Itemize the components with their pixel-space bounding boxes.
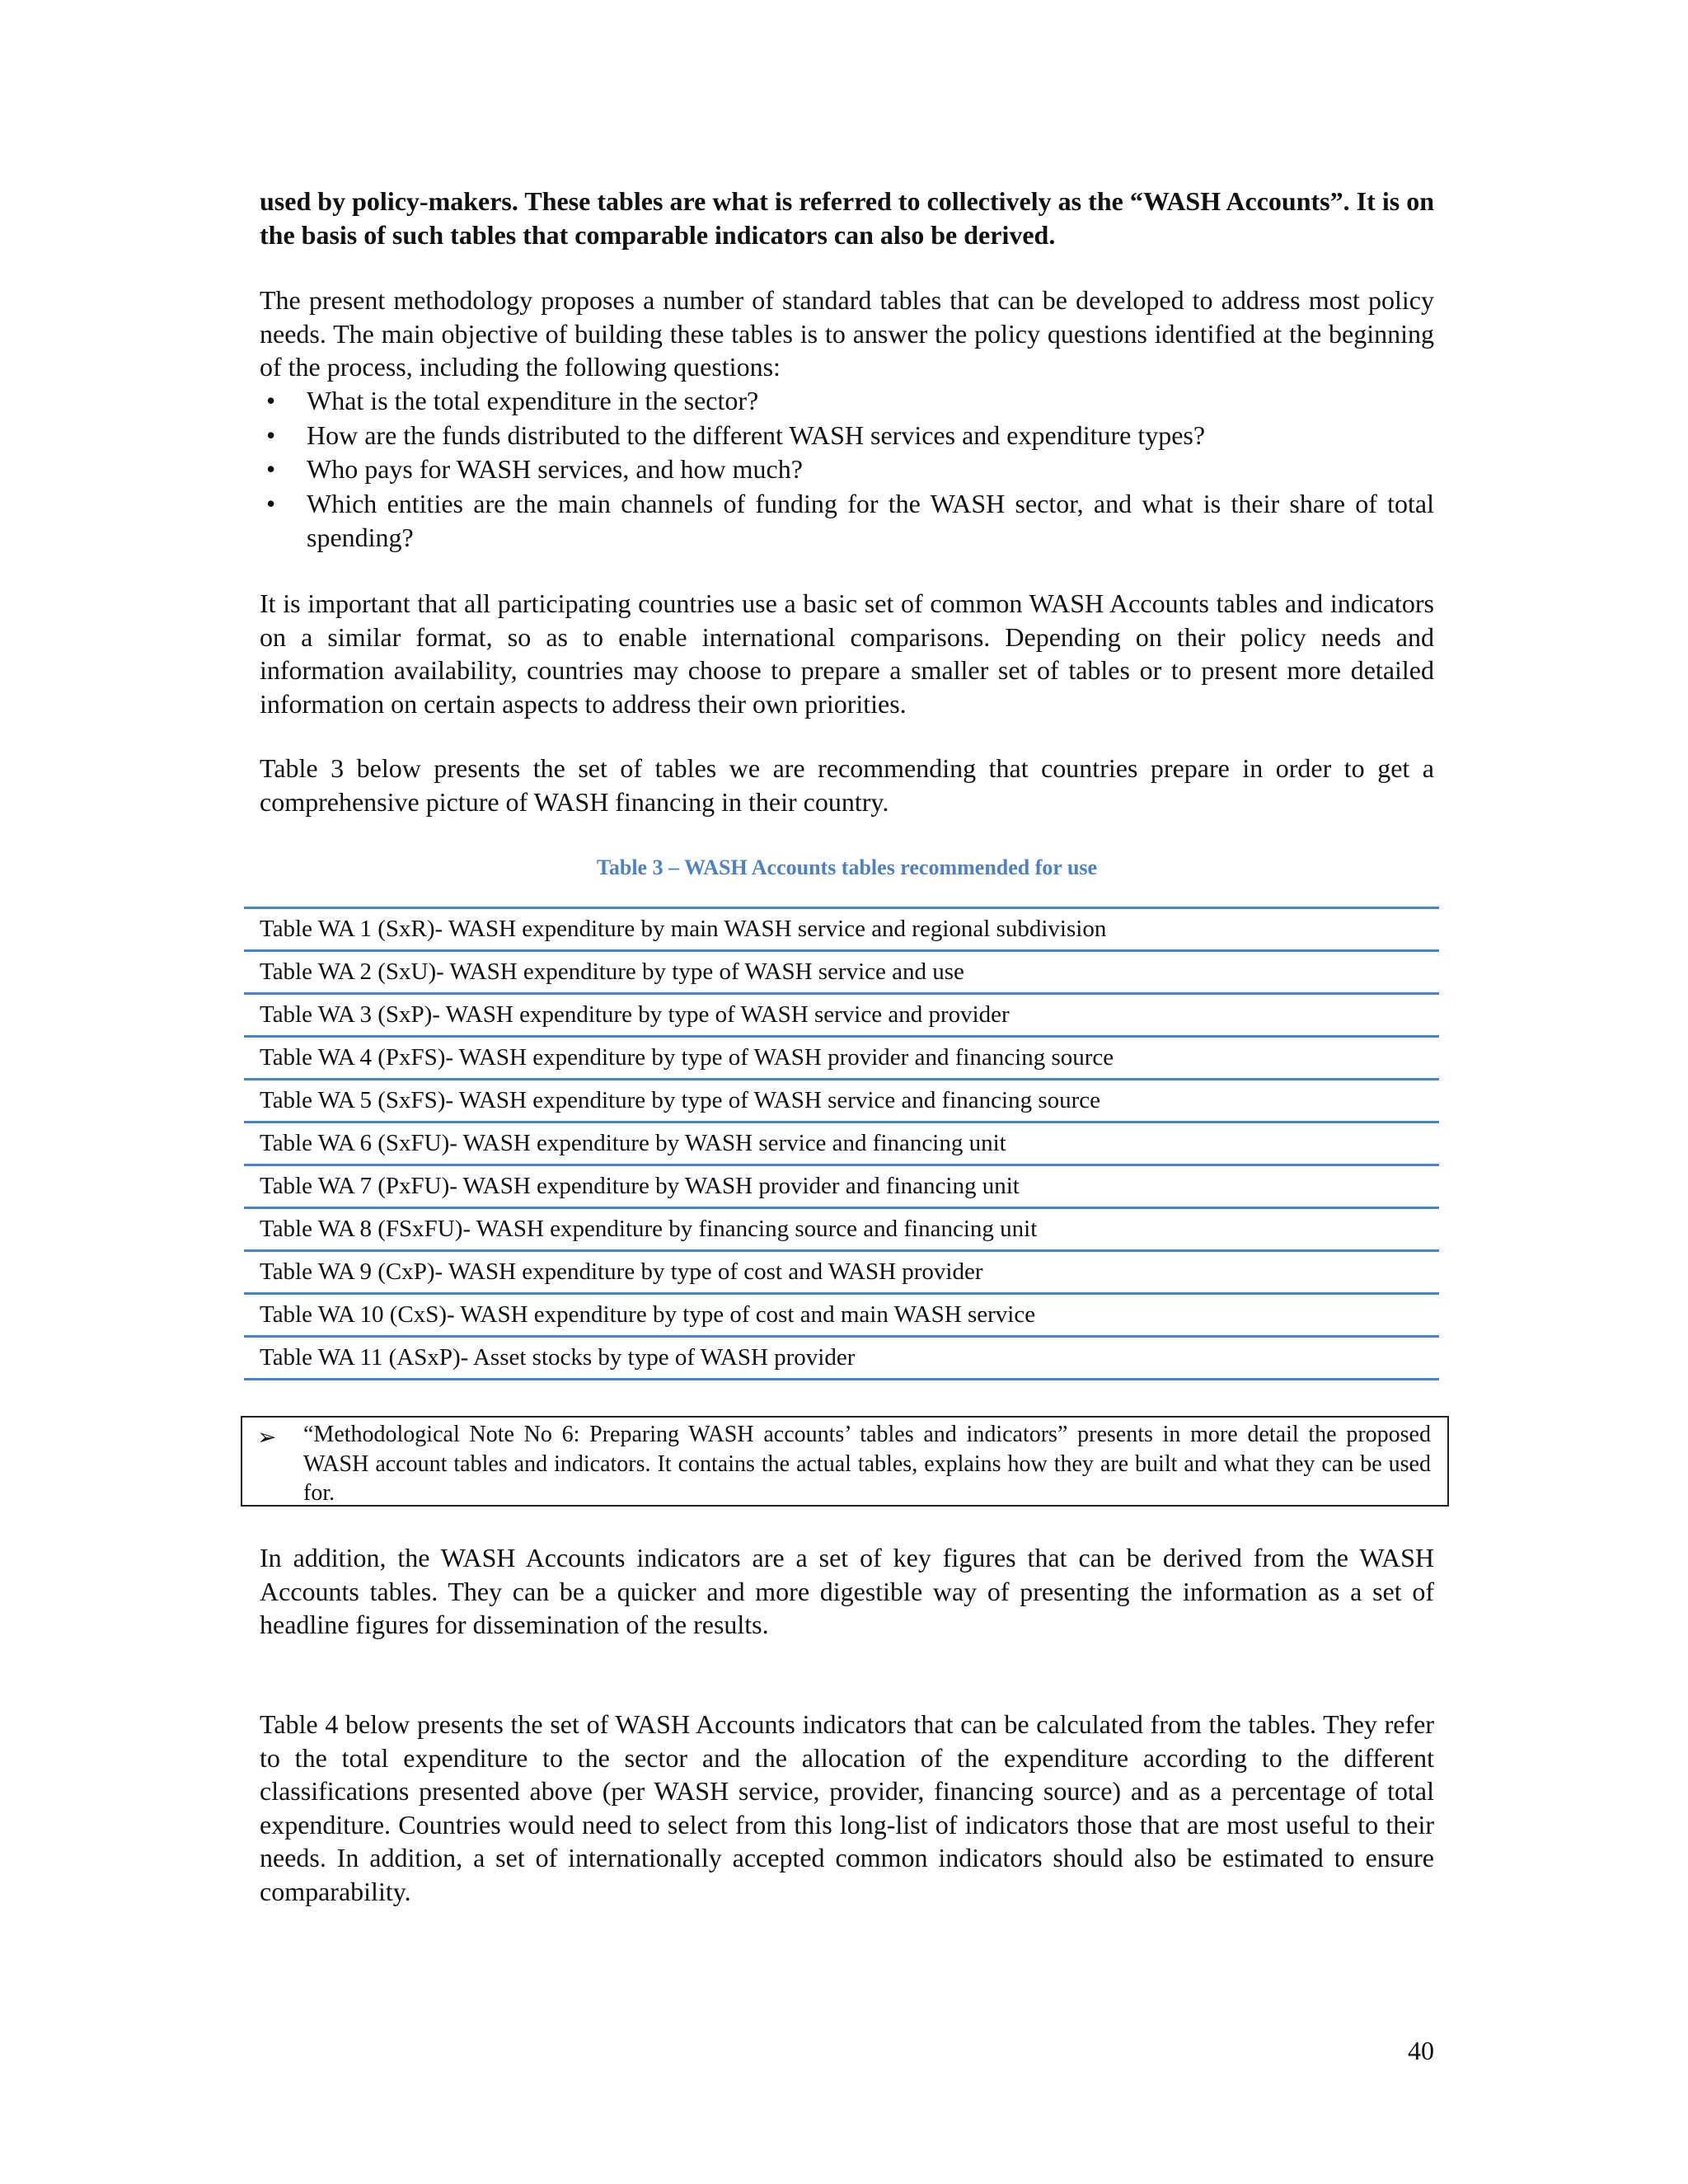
table-cell: Table WA 9 (CxP)- WASH expenditure by type of cost and WASH provider — [244, 1251, 1439, 1294]
table-cell: Table WA 8 (FSxFU)- WASH expenditure by financing source and financing unit — [244, 1208, 1439, 1251]
list-item: • What is the total expenditure in the sector? — [260, 384, 1434, 419]
intro-bold-paragraph: used by policy-makers. These tables are what is referred to collectively as the “WASH Accounts”. It is on the basis of such tables that comparable indicators can also be derived. — [260, 186, 1434, 250]
bullet-icon: • — [266, 454, 276, 484]
wash-accounts-table — [244, 907, 1439, 1380]
table-row — [244, 951, 1439, 994]
table-row — [244, 1037, 1439, 1080]
paragraph-table4-intro: Table 4 below presents the set of WASH Accounts indicators that can be calculated from the tables. They refer to the total expenditure to the sector and the allocation of the expenditure according to the different classifications presented above (per WASH service, provider, financing source) and as a percentage of total expenditure. Countries would need to select from this long-list of indicators those that are most useful to their needs. In addition, a set of internationally accepted common indicators should also be estimated to ensure comparability. — [260, 1709, 1434, 1906]
table-row — [244, 908, 1439, 951]
table-cell: Table WA 1 (SxR)- WASH expenditure by main WASH service and regional subdivision — [244, 908, 1439, 951]
table-cell: Table WA 11 (ASxP)- Asset stocks by type of WASH provider — [244, 1337, 1439, 1380]
paragraph-table3-intro: Table 3 below presents the set of tables we are recommending that countries prepare in order to get a comprehensive picture of WASH financing in their country. — [260, 753, 1434, 817]
table-cell: Table WA 5 (SxFS)- WASH expenditure by type of WASH service and financing source — [244, 1080, 1439, 1122]
paragraph-methodology: The present methodology proposes a number of standard tables that can be developed to address most policy needs. The main objective of building these tables is to answer the policy questions identified at the beginning of the process, including the following questions: — [260, 285, 1434, 382]
table-cell: Table WA 7 (PxFU)- WASH expenditure by WASH provider and financing unit — [244, 1165, 1439, 1208]
table-cell: Table WA 6 (SxFU)- WASH expenditure by WASH service and financing unit — [244, 1122, 1439, 1165]
list-item: • Who pays for WASH services, and how much? — [260, 452, 1434, 487]
policy-questions-list — [260, 384, 1434, 555]
table-row — [244, 1122, 1439, 1165]
table-cell: Table WA 2 (SxU)- WASH expenditure by type of WASH service and use — [244, 951, 1439, 994]
methodological-note-box — [241, 1416, 1449, 1507]
table-row — [244, 1251, 1439, 1294]
arrow-bullet-icon: ➢ — [257, 1423, 277, 1451]
table-cell: Table WA 10 (CxS)- WASH expenditure by type of cost and main WASH service — [244, 1294, 1439, 1337]
table-row — [244, 994, 1439, 1037]
paragraph-common-tables: It is important that all participating countries use a basic set of common WASH Accounts tables and indicators on a similar format, so as to enable international comparisons. Depending on their policy needs and information availability, countries may choose to prepare a smaller set of tables or to present more detailed information on certain aspects to address their own priorities. — [260, 588, 1434, 719]
table-row — [244, 1337, 1439, 1380]
table-row — [244, 1208, 1439, 1251]
table-row — [244, 1080, 1439, 1122]
paragraph-indicators: In addition, the WASH Accounts indicators are a set of key figures that can be derived from the WASH Accounts tables. They can be a quicker and more digestible way of presenting the information as a set of headline figures for dissemination of the results. — [260, 1543, 1434, 1639]
table-cell: Table WA 4 (PxFS)- WASH expenditure by type of WASH provider and financing source — [244, 1037, 1439, 1080]
list-item: • How are the funds distributed to the different WASH services and expenditure types? — [260, 419, 1434, 453]
bullet-icon: • — [266, 488, 276, 518]
table-cell: Table WA 3 (SxP)- WASH expenditure by type of WASH service and provider — [244, 994, 1439, 1037]
page-number: 40 — [1408, 2036, 1434, 2065]
bullet-icon: • — [266, 419, 276, 450]
bullet-icon: • — [266, 386, 276, 415]
list-item: • Which entities are the main channels of funding for the WASH sector, and what is their share of total spending? — [266, 488, 1434, 552]
table-row — [244, 1165, 1439, 1208]
table-row — [244, 1294, 1439, 1337]
methodological-note-text: “Methodological Note No 6: Preparing WASH accounts’ tables and indicators” presents in more detail the proposed WASH account tables and indicators. It contains the actual tables, explains how they are built and what they can be used for. — [303, 1422, 1431, 1506]
table-caption: Table 3 – WASH Accounts tables recommended for use — [596, 855, 1098, 879]
